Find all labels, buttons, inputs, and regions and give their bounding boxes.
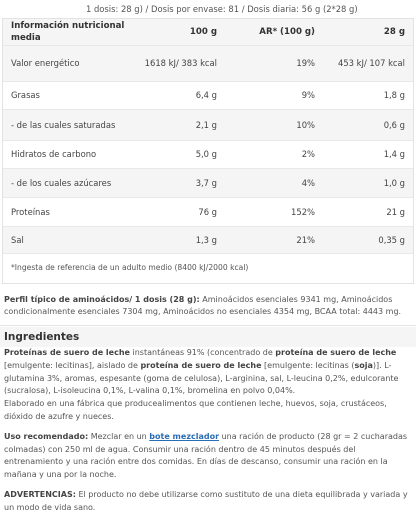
ingredient-bold: proteína de suero de leche	[140, 360, 262, 370]
table-row	[3, 197, 413, 226]
usage-part: una ración de producto (28 gr = 2 cucharadas colmadas) con 250 ml de agua. Consumir una ración dentro de 45 minutos después del entrenamiento y una ración entre dos comidas. En días de descanso, consumir una ración en la mañana y una por la noche.	[4, 431, 408, 480]
header-28g: 28 g	[383, 26, 405, 37]
amino-profile	[0, 288, 416, 326]
row-per28: 1,4 g	[383, 149, 405, 160]
warning-text	[0, 489, 416, 515]
ingredient-bold: soja	[354, 360, 373, 370]
header-nutrition: Información nutricional media	[11, 20, 125, 43]
row-per28: 453 kJ/ 107 kcal	[337, 58, 405, 69]
row-per28: 1,8 g	[383, 90, 405, 101]
row-label: Valor energético	[11, 58, 80, 69]
row-per100: 5,0 g	[195, 149, 217, 160]
row-ar: 19%	[296, 58, 315, 69]
table-row	[3, 45, 413, 81]
row-per100: 2,1 g	[195, 119, 217, 130]
row-per100: 1618 kJ/ 383 kcal	[144, 58, 217, 69]
row-per100: 76 g	[198, 206, 217, 217]
ingredient-text: instantáneas 91% (concentrado de	[129, 348, 276, 357]
shaker-link[interactable]: bote mezclador	[149, 431, 220, 441]
nutrition-table	[2, 18, 414, 284]
table-row	[3, 226, 413, 253]
ingredient-text: [emulgente: lecitinas], aislado de	[4, 360, 141, 370]
ingredient-text: [emulgente: lecitinas (	[261, 360, 355, 370]
warning-body: El producto no debe utilizarse como sustituto de una dieta equilibrada y variada y un modo de vida sano.	[4, 489, 408, 512]
ingredient-text: )]. L-glutamina 3%, aromas, espesante (goma de celulosa), L-arginina, sal, L-leucina 0,2%, edulcorante (sucralosa), L-isoleucina 0,1%, L-valina 0,1%, bromelina en polvo 0,04%.	[4, 360, 399, 396]
row-ar: 152%	[291, 206, 315, 217]
usage-label: Uso recomendado:	[4, 431, 89, 441]
usage-part: Mezclar en un	[88, 431, 150, 441]
row-ar: 21%	[296, 234, 315, 245]
table-row	[3, 109, 413, 140]
row-label: Hidratos de carbono	[11, 149, 97, 160]
row-label: Sal	[11, 234, 24, 245]
row-label: - de los cuales azúcares	[11, 177, 112, 188]
allergen-text: Elaborado en una fábrica que producealimentos que contienen leche, huevos, soja, crustáceos, dióxido de azufre y nueces.	[4, 399, 387, 421]
row-per100: 6,4 g	[195, 90, 217, 101]
dose-line: 1 dosis: 28 g) / Dosis por envase: 81 / Dosis diaria: 56 g (2*28 g)	[86, 4, 358, 14]
row-per28: 21 g	[386, 206, 405, 217]
row-per28: 1,0 g	[383, 177, 405, 188]
row-ar: 2%	[301, 149, 315, 160]
header-ar: AR* (100 g)	[259, 26, 315, 37]
row-ar: 4%	[301, 177, 315, 188]
row-label: Grasas	[11, 90, 40, 101]
ingredients-title: Ingredientes	[0, 327, 416, 347]
amino-profile-text: Aminoácidos esenciales 9341 mg, Aminoácidos condicionalmente esenciales 7304 mg, Aminoácidos no esenciales 4354 mg, BCAA total: 4443 mg.	[4, 295, 402, 317]
row-label: Proteínas	[11, 206, 50, 217]
table-footnote: *Ingesta de referencia de un adulto medio (8400 kJ/2000 kcal)	[3, 253, 413, 283]
table-row	[3, 168, 413, 197]
table-header-row	[3, 19, 413, 45]
row-ar: 10%	[296, 119, 315, 130]
warning-label: ADVERTENCIAS:	[4, 489, 76, 499]
ingredient-bold: Proteínas de suero de leche	[4, 348, 130, 357]
usage-text	[0, 431, 416, 482]
ingredients-text	[0, 347, 416, 398]
ingredient-bold: proteína de suero de leche	[275, 348, 397, 357]
row-ar: 9%	[301, 90, 315, 101]
row-per28: 0,35 g	[378, 234, 405, 245]
amino-profile-label: Perfil típico de aminoácidos/ 1 dosis (28 g):	[4, 295, 200, 304]
row-label: - de las cuales saturadas	[11, 119, 116, 130]
header-100g: 100 g	[189, 26, 217, 37]
table-row	[3, 140, 413, 168]
table-row	[3, 81, 413, 109]
row-per100: 3,7 g	[195, 177, 217, 188]
row-per100: 1,3 g	[195, 234, 217, 245]
row-per28: 0,6 g	[383, 119, 405, 130]
